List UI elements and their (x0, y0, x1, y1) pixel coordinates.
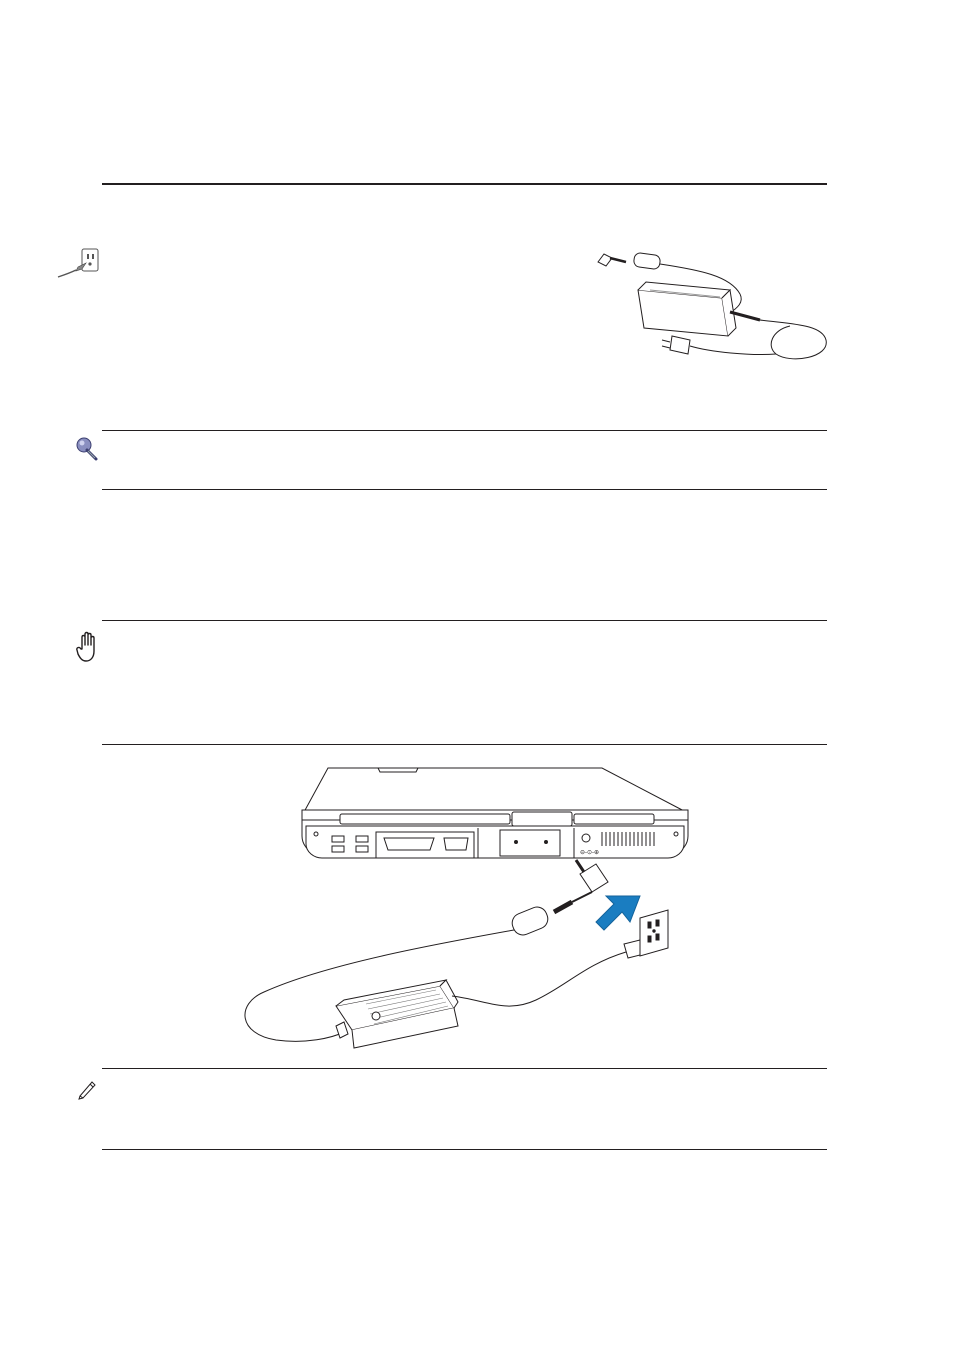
hand-caution-icon (76, 631, 100, 663)
header-rule (102, 183, 827, 185)
section-rule (102, 489, 827, 490)
section-rule (102, 1068, 827, 1069)
pencil-note-icon (76, 1078, 98, 1100)
section-rule (102, 620, 827, 621)
ac-power-adapter (590, 244, 830, 368)
notebook-rear-power-connection (236, 764, 696, 1054)
dc-in-symbol: ⊖-⊙-⊕ (580, 850, 600, 856)
section-rule (102, 1149, 827, 1150)
section-rule (102, 430, 827, 431)
screwdriver-tip-icon (74, 436, 100, 462)
section-rule (102, 744, 827, 745)
power-plug-icon (56, 247, 102, 281)
